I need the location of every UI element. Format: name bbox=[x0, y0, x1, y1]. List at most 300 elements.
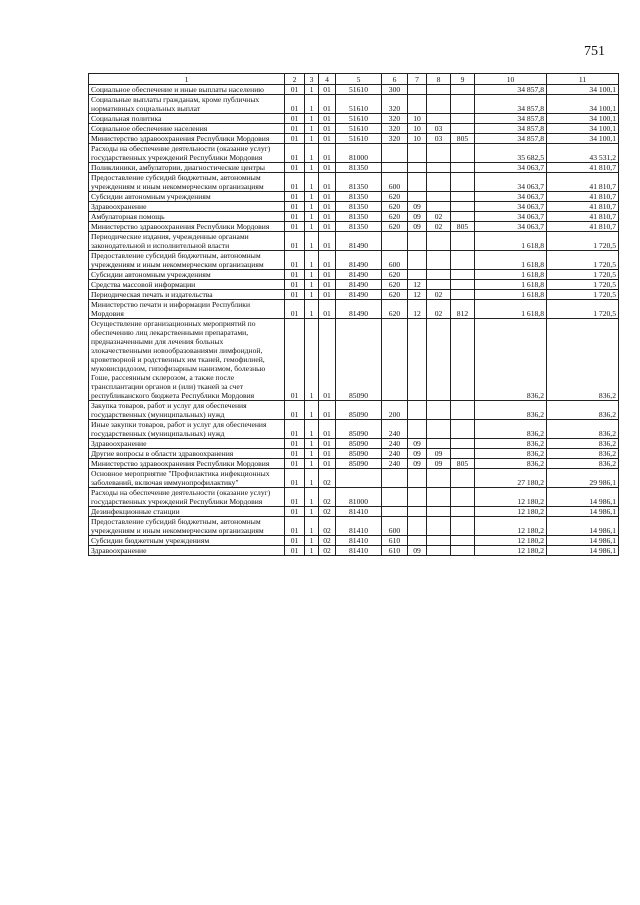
code-direction: 51610 bbox=[336, 114, 382, 124]
code-gp: 01 bbox=[285, 134, 305, 144]
code-direction: 81350 bbox=[336, 222, 382, 232]
code-direction: 85090 bbox=[336, 319, 382, 401]
code-expense-type: 200 bbox=[382, 401, 408, 420]
code-subprogram: 1 bbox=[305, 173, 319, 192]
column-header: 6 bbox=[382, 74, 408, 85]
column-header: 9 bbox=[451, 74, 475, 85]
code-subprogram: 1 bbox=[305, 280, 319, 290]
amount-year-2: 41 810,7 bbox=[547, 202, 619, 212]
amount-year-2: 836,2 bbox=[547, 401, 619, 420]
table-row bbox=[89, 144, 619, 163]
code-expense-type: 620 bbox=[382, 280, 408, 290]
amount-year-1: 34 857,8 bbox=[475, 85, 547, 95]
row-description: Здравоохранение bbox=[89, 439, 285, 449]
amount-year-2: 1 720,5 bbox=[547, 280, 619, 290]
row-description: Средства массовой информации bbox=[89, 280, 285, 290]
amount-year-1: 836,2 bbox=[475, 420, 547, 439]
code-section bbox=[408, 270, 427, 280]
code-ministry bbox=[451, 469, 475, 488]
table-row bbox=[89, 536, 619, 546]
code-ministry bbox=[451, 536, 475, 546]
code-subprogram: 1 bbox=[305, 192, 319, 202]
amount-year-2: 14 986,1 bbox=[547, 488, 619, 507]
table-row bbox=[89, 459, 619, 469]
code-gp: 01 bbox=[285, 232, 305, 251]
row-description: Министерство здравоохранения Республики Мордовия bbox=[89, 222, 285, 232]
table-row bbox=[89, 192, 619, 202]
code-subprogram: 1 bbox=[305, 222, 319, 232]
code-expense-type: 620 bbox=[382, 222, 408, 232]
table-row bbox=[89, 401, 619, 420]
code-section: 09 bbox=[408, 222, 427, 232]
code-subsection: 02 bbox=[427, 222, 451, 232]
code-subprogram: 1 bbox=[305, 488, 319, 507]
code-expense-type: 320 bbox=[382, 124, 408, 134]
table-row bbox=[89, 290, 619, 300]
code-subsection: 03 bbox=[427, 134, 451, 144]
amount-year-2: 836,2 bbox=[547, 319, 619, 401]
amount-year-2: 34 100,1 bbox=[547, 134, 619, 144]
code-gp: 01 bbox=[285, 173, 305, 192]
code-measure: 01 bbox=[319, 212, 336, 222]
amount-year-2: 34 100,1 bbox=[547, 124, 619, 134]
amount-year-2: 14 986,1 bbox=[547, 546, 619, 556]
code-direction: 81350 bbox=[336, 192, 382, 202]
code-direction: 81350 bbox=[336, 212, 382, 222]
amount-year-1: 1 618,8 bbox=[475, 270, 547, 280]
code-expense-type: 620 bbox=[382, 212, 408, 222]
code-expense-type bbox=[382, 488, 408, 507]
code-direction: 85090 bbox=[336, 401, 382, 420]
code-measure: 02 bbox=[319, 546, 336, 556]
table-row bbox=[89, 469, 619, 488]
amount-year-2: 43 531,2 bbox=[547, 144, 619, 163]
page-number: 751 bbox=[584, 44, 605, 59]
row-description: Периодическая печать и издательства bbox=[89, 290, 285, 300]
amount-year-2: 41 810,7 bbox=[547, 212, 619, 222]
amount-year-1: 836,2 bbox=[475, 459, 547, 469]
table-row bbox=[89, 420, 619, 439]
amount-year-1: 35 682,5 bbox=[475, 144, 547, 163]
row-description: Субсидии автономным учреждениям bbox=[89, 192, 285, 202]
code-measure: 01 bbox=[319, 319, 336, 401]
code-gp: 01 bbox=[285, 439, 305, 449]
code-direction: 51610 bbox=[336, 134, 382, 144]
code-ministry bbox=[451, 251, 475, 270]
code-subprogram: 1 bbox=[305, 300, 319, 319]
code-ministry bbox=[451, 488, 475, 507]
code-measure: 02 bbox=[319, 469, 336, 488]
code-expense-type: 240 bbox=[382, 459, 408, 469]
code-gp: 01 bbox=[285, 85, 305, 95]
code-section: 09 bbox=[408, 212, 427, 222]
code-ministry bbox=[451, 163, 475, 173]
amount-year-1: 1 618,8 bbox=[475, 232, 547, 251]
code-expense-type: 600 bbox=[382, 251, 408, 270]
amount-year-2: 1 720,5 bbox=[547, 300, 619, 319]
code-subprogram: 1 bbox=[305, 546, 319, 556]
table-row bbox=[89, 134, 619, 144]
column-header: 3 bbox=[305, 74, 319, 85]
code-direction: 81410 bbox=[336, 507, 382, 517]
amount-year-2: 836,2 bbox=[547, 439, 619, 449]
amount-year-2: 14 986,1 bbox=[547, 507, 619, 517]
code-gp: 01 bbox=[285, 163, 305, 173]
code-subprogram: 1 bbox=[305, 95, 319, 114]
row-description: Министерство здравоохранения Республики Мордовия bbox=[89, 459, 285, 469]
row-description: Иные закупки товаров, работ и услуг для обеспечения государственных (муниципальных) нужд bbox=[89, 420, 285, 439]
amount-year-2: 41 810,7 bbox=[547, 222, 619, 232]
row-description: Закупка товаров, работ и услуг для обеспечения государственных (муниципальных) нужд bbox=[89, 401, 285, 420]
amount-year-1: 12 180,2 bbox=[475, 517, 547, 536]
amount-year-2: 41 810,7 bbox=[547, 163, 619, 173]
code-subsection bbox=[427, 270, 451, 280]
code-subsection bbox=[427, 488, 451, 507]
code-subsection bbox=[427, 439, 451, 449]
budget-table-container bbox=[88, 73, 618, 556]
code-ministry bbox=[451, 270, 475, 280]
code-ministry bbox=[451, 85, 475, 95]
code-expense-type bbox=[382, 144, 408, 163]
code-subprogram: 1 bbox=[305, 163, 319, 173]
code-gp: 01 bbox=[285, 192, 305, 202]
table-row bbox=[89, 85, 619, 95]
table-header-row bbox=[89, 74, 619, 85]
table-row bbox=[89, 95, 619, 114]
code-ministry bbox=[451, 212, 475, 222]
code-direction: 81350 bbox=[336, 202, 382, 212]
code-measure: 01 bbox=[319, 134, 336, 144]
code-gp: 01 bbox=[285, 251, 305, 270]
amount-year-1: 12 180,2 bbox=[475, 507, 547, 517]
amount-year-1: 836,2 bbox=[475, 449, 547, 459]
code-measure: 01 bbox=[319, 114, 336, 124]
table-row bbox=[89, 173, 619, 192]
amount-year-2: 34 100,1 bbox=[547, 85, 619, 95]
code-measure: 01 bbox=[319, 300, 336, 319]
code-section: 10 bbox=[408, 124, 427, 134]
code-measure: 01 bbox=[319, 420, 336, 439]
code-subprogram: 1 bbox=[305, 517, 319, 536]
code-section: 09 bbox=[408, 449, 427, 459]
code-gp: 01 bbox=[285, 449, 305, 459]
amount-year-1: 34 063,7 bbox=[475, 222, 547, 232]
code-subsection bbox=[427, 95, 451, 114]
amount-year-1: 27 180,2 bbox=[475, 469, 547, 488]
code-subprogram: 1 bbox=[305, 469, 319, 488]
code-expense-type: 240 bbox=[382, 449, 408, 459]
table-row bbox=[89, 300, 619, 319]
amount-year-2: 1 720,5 bbox=[547, 290, 619, 300]
code-section: 09 bbox=[408, 202, 427, 212]
code-gp: 01 bbox=[285, 222, 305, 232]
code-expense-type: 600 bbox=[382, 173, 408, 192]
code-section bbox=[408, 85, 427, 95]
code-subprogram: 1 bbox=[305, 319, 319, 401]
row-description: Другие вопросы в области здравоохранения bbox=[89, 449, 285, 459]
code-expense-type: 610 bbox=[382, 546, 408, 556]
code-subsection: 02 bbox=[427, 290, 451, 300]
code-direction: 51610 bbox=[336, 85, 382, 95]
code-ministry bbox=[451, 517, 475, 536]
table-row bbox=[89, 449, 619, 459]
code-subsection bbox=[427, 232, 451, 251]
code-direction: 85090 bbox=[336, 449, 382, 459]
code-direction: 81350 bbox=[336, 163, 382, 173]
code-subsection bbox=[427, 546, 451, 556]
row-description: Поликлиники, амбулатории, диагностические центры bbox=[89, 163, 285, 173]
code-ministry: 812 bbox=[451, 300, 475, 319]
code-section bbox=[408, 488, 427, 507]
code-ministry: 805 bbox=[451, 459, 475, 469]
code-direction: 81410 bbox=[336, 517, 382, 536]
table-row bbox=[89, 507, 619, 517]
table-row bbox=[89, 232, 619, 251]
amount-year-1: 34 063,7 bbox=[475, 163, 547, 173]
code-gp: 01 bbox=[285, 401, 305, 420]
code-measure: 01 bbox=[319, 95, 336, 114]
row-description: Здравоохранение bbox=[89, 202, 285, 212]
amount-year-1: 34 063,7 bbox=[475, 212, 547, 222]
column-header: 7 bbox=[408, 74, 427, 85]
code-subsection bbox=[427, 114, 451, 124]
code-gp: 01 bbox=[285, 507, 305, 517]
amount-year-1: 34 063,7 bbox=[475, 173, 547, 192]
code-measure: 02 bbox=[319, 517, 336, 536]
row-description: Предоставление субсидий бюджетным, автономным учреждениям и иным некоммерческим организациям bbox=[89, 173, 285, 192]
code-gp: 01 bbox=[285, 124, 305, 134]
table-row bbox=[89, 280, 619, 290]
code-subprogram: 1 bbox=[305, 439, 319, 449]
table-row bbox=[89, 251, 619, 270]
table-row bbox=[89, 270, 619, 280]
code-section bbox=[408, 251, 427, 270]
code-expense-type: 240 bbox=[382, 420, 408, 439]
code-subsection bbox=[427, 536, 451, 546]
code-subprogram: 1 bbox=[305, 420, 319, 439]
amount-year-2: 41 810,7 bbox=[547, 173, 619, 192]
code-subprogram: 1 bbox=[305, 449, 319, 459]
row-description: Социальное обеспечение и иные выплаты населению bbox=[89, 85, 285, 95]
code-expense-type: 240 bbox=[382, 439, 408, 449]
row-description: Предоставление субсидий бюджетным, автономным учреждениям и иным некоммерческим организациям bbox=[89, 251, 285, 270]
code-measure: 02 bbox=[319, 536, 336, 546]
code-ministry bbox=[451, 192, 475, 202]
amount-year-1: 1 618,8 bbox=[475, 300, 547, 319]
amount-year-2: 1 720,5 bbox=[547, 251, 619, 270]
code-subsection bbox=[427, 173, 451, 192]
amount-year-2: 34 100,1 bbox=[547, 95, 619, 114]
code-section bbox=[408, 536, 427, 546]
code-section bbox=[408, 401, 427, 420]
code-measure: 02 bbox=[319, 488, 336, 507]
code-ministry bbox=[451, 290, 475, 300]
column-header: 11 bbox=[547, 74, 619, 85]
amount-year-1: 1 618,8 bbox=[475, 290, 547, 300]
code-direction: 85090 bbox=[336, 459, 382, 469]
code-gp: 01 bbox=[285, 546, 305, 556]
code-subsection bbox=[427, 251, 451, 270]
code-section bbox=[408, 144, 427, 163]
row-description: Субсидии бюджетным учреждениям bbox=[89, 536, 285, 546]
column-header: 8 bbox=[427, 74, 451, 85]
code-ministry bbox=[451, 280, 475, 290]
code-expense-type: 320 bbox=[382, 114, 408, 124]
amount-year-2: 836,2 bbox=[547, 459, 619, 469]
code-section: 09 bbox=[408, 546, 427, 556]
amount-year-1: 1 618,8 bbox=[475, 251, 547, 270]
code-subsection bbox=[427, 85, 451, 95]
code-gp: 01 bbox=[285, 212, 305, 222]
amount-year-1: 34 857,8 bbox=[475, 124, 547, 134]
code-measure: 01 bbox=[319, 144, 336, 163]
code-ministry: 805 bbox=[451, 134, 475, 144]
row-description: Предоставление субсидий бюджетным, автономным учреждениям и иным некоммерческим организациям bbox=[89, 517, 285, 536]
code-expense-type: 300 bbox=[382, 85, 408, 95]
table-row bbox=[89, 124, 619, 134]
code-subprogram: 1 bbox=[305, 202, 319, 212]
amount-year-2: 1 720,5 bbox=[547, 232, 619, 251]
code-section: 09 bbox=[408, 439, 427, 449]
code-subprogram: 1 bbox=[305, 212, 319, 222]
code-section: 12 bbox=[408, 280, 427, 290]
code-ministry bbox=[451, 401, 475, 420]
code-expense-type bbox=[382, 319, 408, 401]
code-measure: 01 bbox=[319, 439, 336, 449]
table-row bbox=[89, 222, 619, 232]
code-section bbox=[408, 420, 427, 439]
table-body bbox=[89, 85, 619, 556]
code-direction: 81350 bbox=[336, 173, 382, 192]
code-expense-type: 620 bbox=[382, 290, 408, 300]
column-header: 2 bbox=[285, 74, 305, 85]
code-direction: 51610 bbox=[336, 124, 382, 134]
code-gp: 01 bbox=[285, 488, 305, 507]
code-subprogram: 1 bbox=[305, 251, 319, 270]
code-section: 12 bbox=[408, 290, 427, 300]
code-expense-type: 620 bbox=[382, 270, 408, 280]
code-gp: 01 bbox=[285, 280, 305, 290]
code-expense-type bbox=[382, 232, 408, 251]
amount-year-1: 34 063,7 bbox=[475, 192, 547, 202]
column-header: 10 bbox=[475, 74, 547, 85]
row-description: Дезинфекционные станции bbox=[89, 507, 285, 517]
code-subprogram: 1 bbox=[305, 290, 319, 300]
table-row bbox=[89, 163, 619, 173]
column-header: 1 bbox=[89, 74, 285, 85]
code-section bbox=[408, 517, 427, 536]
amount-year-1: 12 180,2 bbox=[475, 488, 547, 507]
amount-year-1: 12 180,2 bbox=[475, 546, 547, 556]
code-subsection bbox=[427, 280, 451, 290]
code-ministry bbox=[451, 546, 475, 556]
code-section bbox=[408, 469, 427, 488]
row-description: Расходы на обеспечение деятельности (оказание услуг) государственных учреждений Республики Мордовия bbox=[89, 144, 285, 163]
row-description: Социальное обеспечение населения bbox=[89, 124, 285, 134]
code-section bbox=[408, 192, 427, 202]
code-subprogram: 1 bbox=[305, 144, 319, 163]
amount-year-1: 1 618,8 bbox=[475, 280, 547, 290]
code-gp: 01 bbox=[285, 114, 305, 124]
code-subsection: 03 bbox=[427, 124, 451, 134]
code-measure: 01 bbox=[319, 202, 336, 212]
code-gp: 01 bbox=[285, 95, 305, 114]
code-subsection bbox=[427, 144, 451, 163]
code-direction: 51610 bbox=[336, 95, 382, 114]
row-description: Периодические издания, учрежденные органами законодательной и исполнительной власти bbox=[89, 232, 285, 251]
table-row bbox=[89, 212, 619, 222]
row-description: Социальные выплаты гражданам, кроме публичных нормативных социальных выплат bbox=[89, 95, 285, 114]
code-direction bbox=[336, 469, 382, 488]
code-gp: 01 bbox=[285, 420, 305, 439]
code-ministry bbox=[451, 202, 475, 212]
code-measure: 01 bbox=[319, 173, 336, 192]
amount-year-2: 29 986,1 bbox=[547, 469, 619, 488]
code-direction: 85090 bbox=[336, 420, 382, 439]
code-section: 10 bbox=[408, 114, 427, 124]
row-description: Социальная политика bbox=[89, 114, 285, 124]
code-subprogram: 1 bbox=[305, 459, 319, 469]
code-section bbox=[408, 95, 427, 114]
code-subsection bbox=[427, 420, 451, 439]
code-direction: 81490 bbox=[336, 290, 382, 300]
code-gp: 01 bbox=[285, 144, 305, 163]
code-gp: 01 bbox=[285, 536, 305, 546]
row-description: Расходы на обеспечение деятельности (оказание услуг) государственных учреждений Республики Мордовия bbox=[89, 488, 285, 507]
amount-year-2: 836,2 bbox=[547, 449, 619, 459]
table-row bbox=[89, 319, 619, 401]
table-row bbox=[89, 517, 619, 536]
code-subsection bbox=[427, 469, 451, 488]
code-direction: 81490 bbox=[336, 251, 382, 270]
budget-table bbox=[88, 73, 619, 556]
code-gp: 01 bbox=[285, 202, 305, 212]
table-row bbox=[89, 439, 619, 449]
code-section bbox=[408, 319, 427, 401]
code-measure: 01 bbox=[319, 251, 336, 270]
code-measure: 01 bbox=[319, 290, 336, 300]
code-gp: 01 bbox=[285, 459, 305, 469]
code-ministry bbox=[451, 420, 475, 439]
amount-year-1: 836,2 bbox=[475, 319, 547, 401]
column-header: 5 bbox=[336, 74, 382, 85]
row-description: Основное мероприятие "Профилактика инфекционных заболеваний, включая иммунопрофилактику" bbox=[89, 469, 285, 488]
row-description: Министерство печати и информации Республики Мордовия bbox=[89, 300, 285, 319]
amount-year-2: 1 720,5 bbox=[547, 270, 619, 280]
amount-year-1: 34 857,8 bbox=[475, 95, 547, 114]
code-subprogram: 1 bbox=[305, 401, 319, 420]
code-measure: 01 bbox=[319, 163, 336, 173]
code-subsection: 09 bbox=[427, 449, 451, 459]
code-ministry bbox=[451, 144, 475, 163]
code-direction: 81410 bbox=[336, 546, 382, 556]
code-subprogram: 1 bbox=[305, 507, 319, 517]
code-direction: 81490 bbox=[336, 270, 382, 280]
code-subsection: 02 bbox=[427, 300, 451, 319]
code-ministry bbox=[451, 449, 475, 459]
row-description: Осуществление организационных мероприятий по обеспечению лиц лекарственными препаратами, предназначенными для лечения больных злокачественными новообразованиями лимфоидной, кроветворной и родственных им тканей, гемофилией, муковисцидозом, гипофизарным нанизмом, болезнью Гоше, рассеянным склерозом, а также после трансплантации органов и (или) тканей за счет республиканского бюджета Республики Мордовия bbox=[89, 319, 285, 401]
row-description: Министерство здравоохранения Республики Мордовия bbox=[89, 134, 285, 144]
code-subsection bbox=[427, 202, 451, 212]
code-expense-type bbox=[382, 163, 408, 173]
code-measure: 01 bbox=[319, 222, 336, 232]
code-expense-type: 600 bbox=[382, 517, 408, 536]
code-section bbox=[408, 163, 427, 173]
code-measure: 01 bbox=[319, 85, 336, 95]
amount-year-1: 836,2 bbox=[475, 439, 547, 449]
code-subsection bbox=[427, 192, 451, 202]
code-subsection: 02 bbox=[427, 212, 451, 222]
